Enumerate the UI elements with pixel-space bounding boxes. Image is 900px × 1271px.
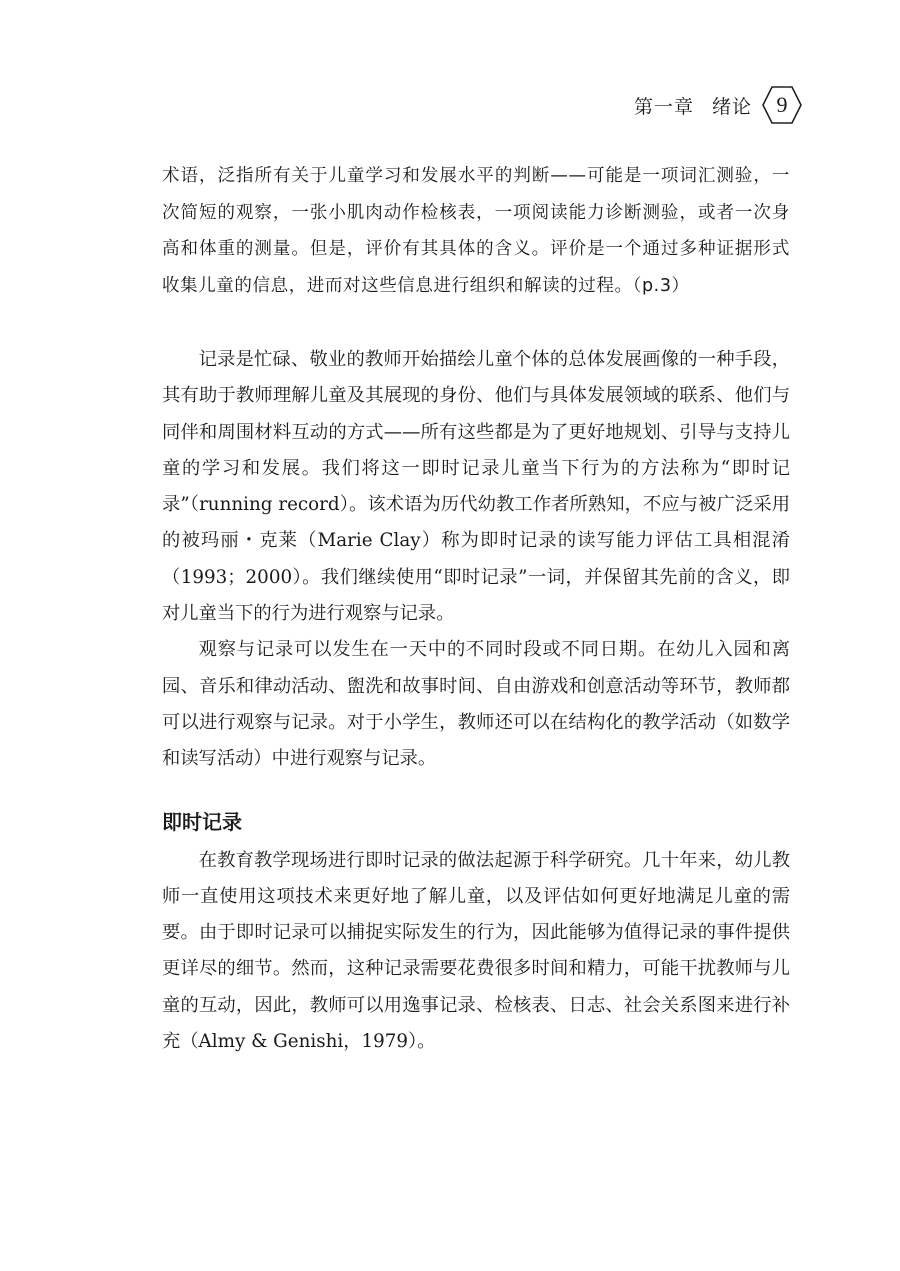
page-body bbox=[162, 158, 790, 1060]
section-paragraph: 在教育教学现场进行即时记录的做法起源于科学研究。几十年来，幼儿教师一直使用这项技术来更好地了解儿童，以及评估如何更好地满足儿童的需要。由于即时记录可以捕捉实际发生的行为，因此能够为值得记录的事件提供更详尽的细节。然而，这种记录需要花费很多时间和精力，可能干扰教师与儿童的互动，因此，教师可以用逸事记录、检核表、日志、社会关系图来进行补充（Almy & Genishi，1979）。 bbox=[162, 849, 790, 1053]
section-heading: 即时记录 bbox=[162, 809, 242, 834]
block-quote: 术语，泛指所有关于儿童学习和发展水平的判断——可能是一项词汇测验，一次简短的观察，一张小肌肉动作检核表，一项阅读能力诊断测验，或者一次身高和体重的测量。但是，评价有其具体的含义。评价是一个通过多种证据形式收集儿童的信息，进而对这些信息进行组织和解读的过程。（p.3） bbox=[162, 166, 790, 296]
body-paragraph: 观察与记录可以发生在一天中的不同时段或不同日期。在幼儿入园和离园、音乐和律动活动、盥洗和故事时间、自由游戏和创意活动等环节，教师都可以进行观察与记录。对于小学生，教师还可以在结构化的教学活动（如数学和读写活动）中进行观察与记录。 bbox=[162, 639, 790, 770]
chapter-label: 第一章 bbox=[633, 95, 694, 118]
body-paragraph: 记录是忙碌、敬业的教师开始描绘儿童个体的总体发展画像的一种手段，其有助于教师理解儿童及其展现的身份、他们与具体发展领域的联系、他们与同伴和周围材料互动的方式——所有这些都是为了更好地规划、引导与支持儿童的学习和发展。我们将这一即时记录儿童当下行为的方法称为“即时记录”（running record）。该术语为历代幼教工作者所熟知，不应与被广泛采用的被玛丽・克莱（Marie Clay）称为即时记录的读写能力评估工具相混淆（1993；2000）。我们继续使用“即时记录”一词，并保留其先前的含义，即对儿童当下的行为进行观察与记录。 bbox=[162, 349, 790, 625]
page-number: 9 bbox=[776, 92, 788, 117]
running-header bbox=[634, 86, 802, 124]
chapter-title: 绪论 bbox=[711, 95, 752, 118]
page-number-badge bbox=[762, 86, 802, 124]
